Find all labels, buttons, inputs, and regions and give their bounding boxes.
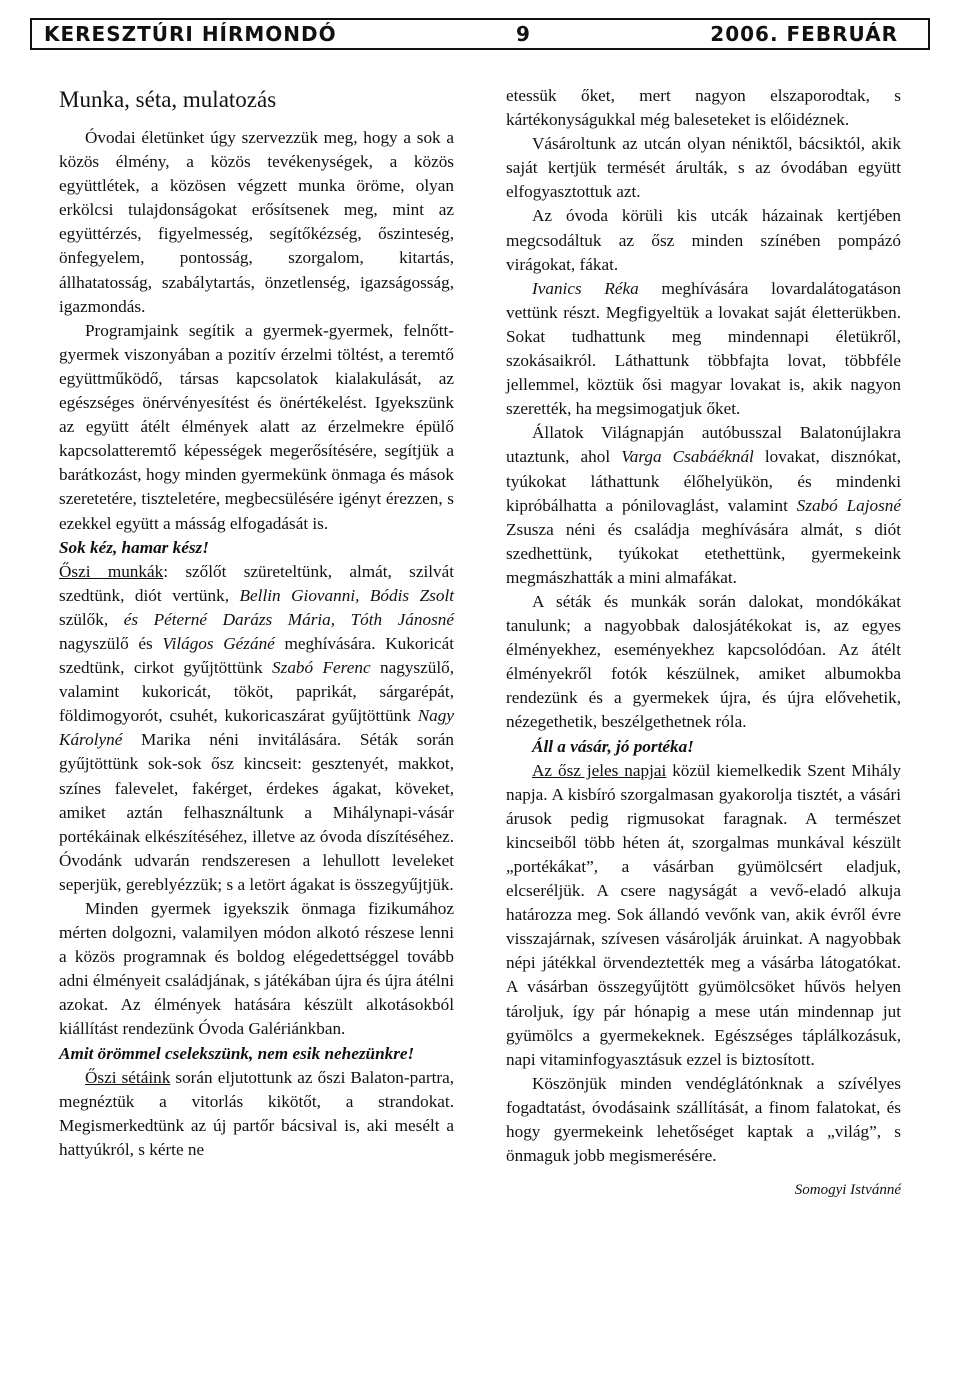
paragraph: Programjaink segítik a gyermek-gyermek, felnőtt-gyermek viszonyában a pozitív érzelmi töltést, a teremtő együttműködő, társas kapcsolatok kialakulását, az egészséges önérvényesítést és önértékelést. Igyekszünk az együtt átélt élmények alatt az érzelmekre épülő kapcsolatteremtő képességek megerősítésére, segítjük a barátkozást, hogy minden gyermekünk önmaga és mások szeretetére, tiszteletére, megbecsülésére igényt érezzen, s ezekkel együtt a másság elfogadását is.: [59, 320, 454, 533]
issue-date: 2006. FEBRUÁR: [710, 22, 898, 46]
person-name: Bellin Giovanni, Bódis Zsolt: [239, 585, 455, 605]
motto-heading: Sok kéz, hamar kész!: [59, 537, 209, 557]
right-column: [506, 84, 901, 1202]
text-run: meghívására. Kukoricát szedtünk, cirkot gyűjtöttünk: [59, 633, 454, 678]
paragraph: [506, 759, 901, 1072]
paragraph: etessük őket, mert nagyon elszaporodtak, s kártékonyságukkal még baleseteket is előidéznek.: [506, 86, 901, 130]
text-run: nagyszülő és: [59, 633, 163, 653]
paragraph: [506, 277, 901, 422]
text-run: Marika néni invitálására. Séták során gyűjtöttünk sok-sok ősz kincseit: gesztenyét, makkot, színes falevelet, fakérget, érdekes ágakat, köveket, amiket aztán felhasználtunk a Mihálynapi-vásár portékáinak elkészítéséhez, illetve az óvoda díszítéséhez. Óvodánk udvarán rendszeresen a lehullott leveleket seperjük, gereblyézzük; s a letört ágakat is összegyűjtjük.: [59, 730, 454, 894]
person-name: Világos Gézáné: [162, 633, 275, 653]
paragraph: Minden gyermek igyekszik önmaga fizikumához mérten dolgozni, valamilyen módon alkotó részese lenni a közös programnak és boldog elégedettséggel tovább adni élményeit családjának, s játékában újra és újra átélni azokat. Az élmények hatására készült alkotásokból kiállítást rendezünk Óvoda Galériánkban.: [59, 899, 454, 1039]
text-run: Állatok Világnapján autóbusszal Balatonújlakra utaztunk, ahol: [506, 423, 901, 467]
text-run: : szőlőt szüreteltünk, almát, szilvát szedtünk, diót vertünk,: [59, 561, 454, 605]
person-name: Szabó Lajosné: [796, 495, 901, 515]
section-lead: Az ősz jeles napjai: [532, 760, 667, 780]
paragraph: Vásároltunk az utcán olyan néniktől, bácsiktól, akik saját kertjük termését árulták, s az óvodában együtt elfogyasztottuk azt.: [506, 134, 901, 202]
section-lead: Őszi sétáink: [85, 1067, 171, 1087]
motto-heading: Áll a vásár, jó portéka!: [532, 736, 694, 756]
text-run: lovakat, disznókat, tyúkokat láthattunk élőhelyükön, és mindenki kipróbálhatta a pónilovaglást, valamint: [506, 447, 901, 515]
article-title: Munka, séta, mulatozás: [59, 87, 277, 112]
person-name: Ivanics Réka: [532, 278, 639, 298]
page-header: [30, 18, 930, 50]
text-run: Zsusza néni és családja meghívására almát, s diót szedhettünk, tyúkokat etethettünk, gyermekeink megmászhatták a mini almafákat.: [506, 519, 901, 587]
text-run: során eljutottunk az őszi Balaton-partra, megnéztük a vitorlás kikötőt, a strandokat. Megismerkedtünk az új partőr bácsival is, aki mesélt a hattyúkról, s kérte ne: [59, 1067, 454, 1159]
text-run: közül kiemelkedik Szent Mihály napja. A kisbíró szorgalmasan gyakorolja tisztét, a vásári árusok pedig rigmusokat faragnak. A természet kincseiből több héten át, szorgalmas munkával készült „portékákat”, a vásárban gyümölcsért eladjuk, elcseréljük. A csere nagyságát a vevő-eladó alkuja határozza meg. Sok állandó vevőnk van, akik évről évre visszajárnak, szívesen vásárolják áruinkat. A nagyobbak népi játékkal örvendeztették meg a vásárba látogatókat. A vásárban összegyűjtött gyümölcsöket hűvös helyen tároljuk, így pár hónapig a mese után mindennap jut gyümölcs a gyermekeknek. Egészséges táplálkozásuk, napi vitaminfogyasztásuk ezzel is biztosított.: [506, 760, 901, 1069]
page-number: 9: [516, 22, 531, 46]
paragraph: A séták és munkák során dalokat, mondókákat tanulunk; a nagyobbak dalosjátékokat is, az egyes élményekhez, eseményekhez kapcsolódóan. Az átélt élményekről fotók készülnek, amiket albumokba rendezünk és a gyermekek újra, és újra elővehetik, nézegethetik, beszélgethetnek róla.: [506, 591, 901, 732]
text-run: szülők,: [59, 609, 124, 629]
person-name: és Péterné Darázs Mária, Tóth Jánosné: [123, 609, 454, 629]
person-name: Varga Csabáéknál: [621, 447, 754, 467]
section-lead: Őszi munkák: [59, 561, 164, 581]
author-signature: Somogyi Istvánné: [794, 1182, 901, 1199]
motto-heading: Amit örömmel cselekszünk, nem esik nehezünkre!: [59, 1043, 415, 1063]
paragraph: [59, 1066, 454, 1162]
person-name: Szabó Ferenc: [272, 658, 371, 678]
paragraph: Óvodai életünket úgy szervezzük meg, hogy a sok a közös élmény, a közös tevékenységek, a közös együttlétek, a közösen végzett munka öröme, olyan erkölcsi tulajdonságokat erősítsenek meg, mint az együttérzés, figyelmesség, segítőkézség, őszinteség, önfegyelem, pontosság, szorgalom, kitartás, állhatatosság, szabálytartás, önzetlenség, igazságosság, igazmondás.: [59, 128, 454, 316]
paragraph: [59, 560, 454, 897]
left-column: [59, 84, 454, 1162]
text-run: meghívására lovardalátogatáson vettünk részt. Megfigyeltük a lovakat saját életterükben. Sokat tudhattunk meg mindennapi életükről, szokásaikról. Láthattunk többfajta lovat, többféle jellemmel, köztük ősi magyar lovakat is, akik nagyon szerették, ha megsimogatjuk őket.: [506, 278, 901, 419]
text-run: nagyszülő, valamint kukoricát, tököt, paprikát, sárgarépát, földimogyorót, csuhét, kukoricaszárat gyűjtöttünk: [59, 658, 454, 726]
paragraph: Köszönjük minden vendéglátónknak a szívélyes fogadtatást, óvodásaink szállítását, a finom falatokat, és hogy gyermekeink lehetőséget kaptak a „világ”, s önmaguk jobb megismerésére.: [506, 1073, 901, 1166]
person-name: Nagy Károlyné: [59, 706, 454, 750]
publication-name: KERESZTÚRI HÍRMONDÓ: [44, 22, 337, 46]
paragraph: [506, 421, 901, 590]
paragraph: Az óvoda körüli kis utcák házainak kertjében megcsodáltuk az ősz minden színében pompázó virágokat, fákat.: [506, 206, 901, 274]
